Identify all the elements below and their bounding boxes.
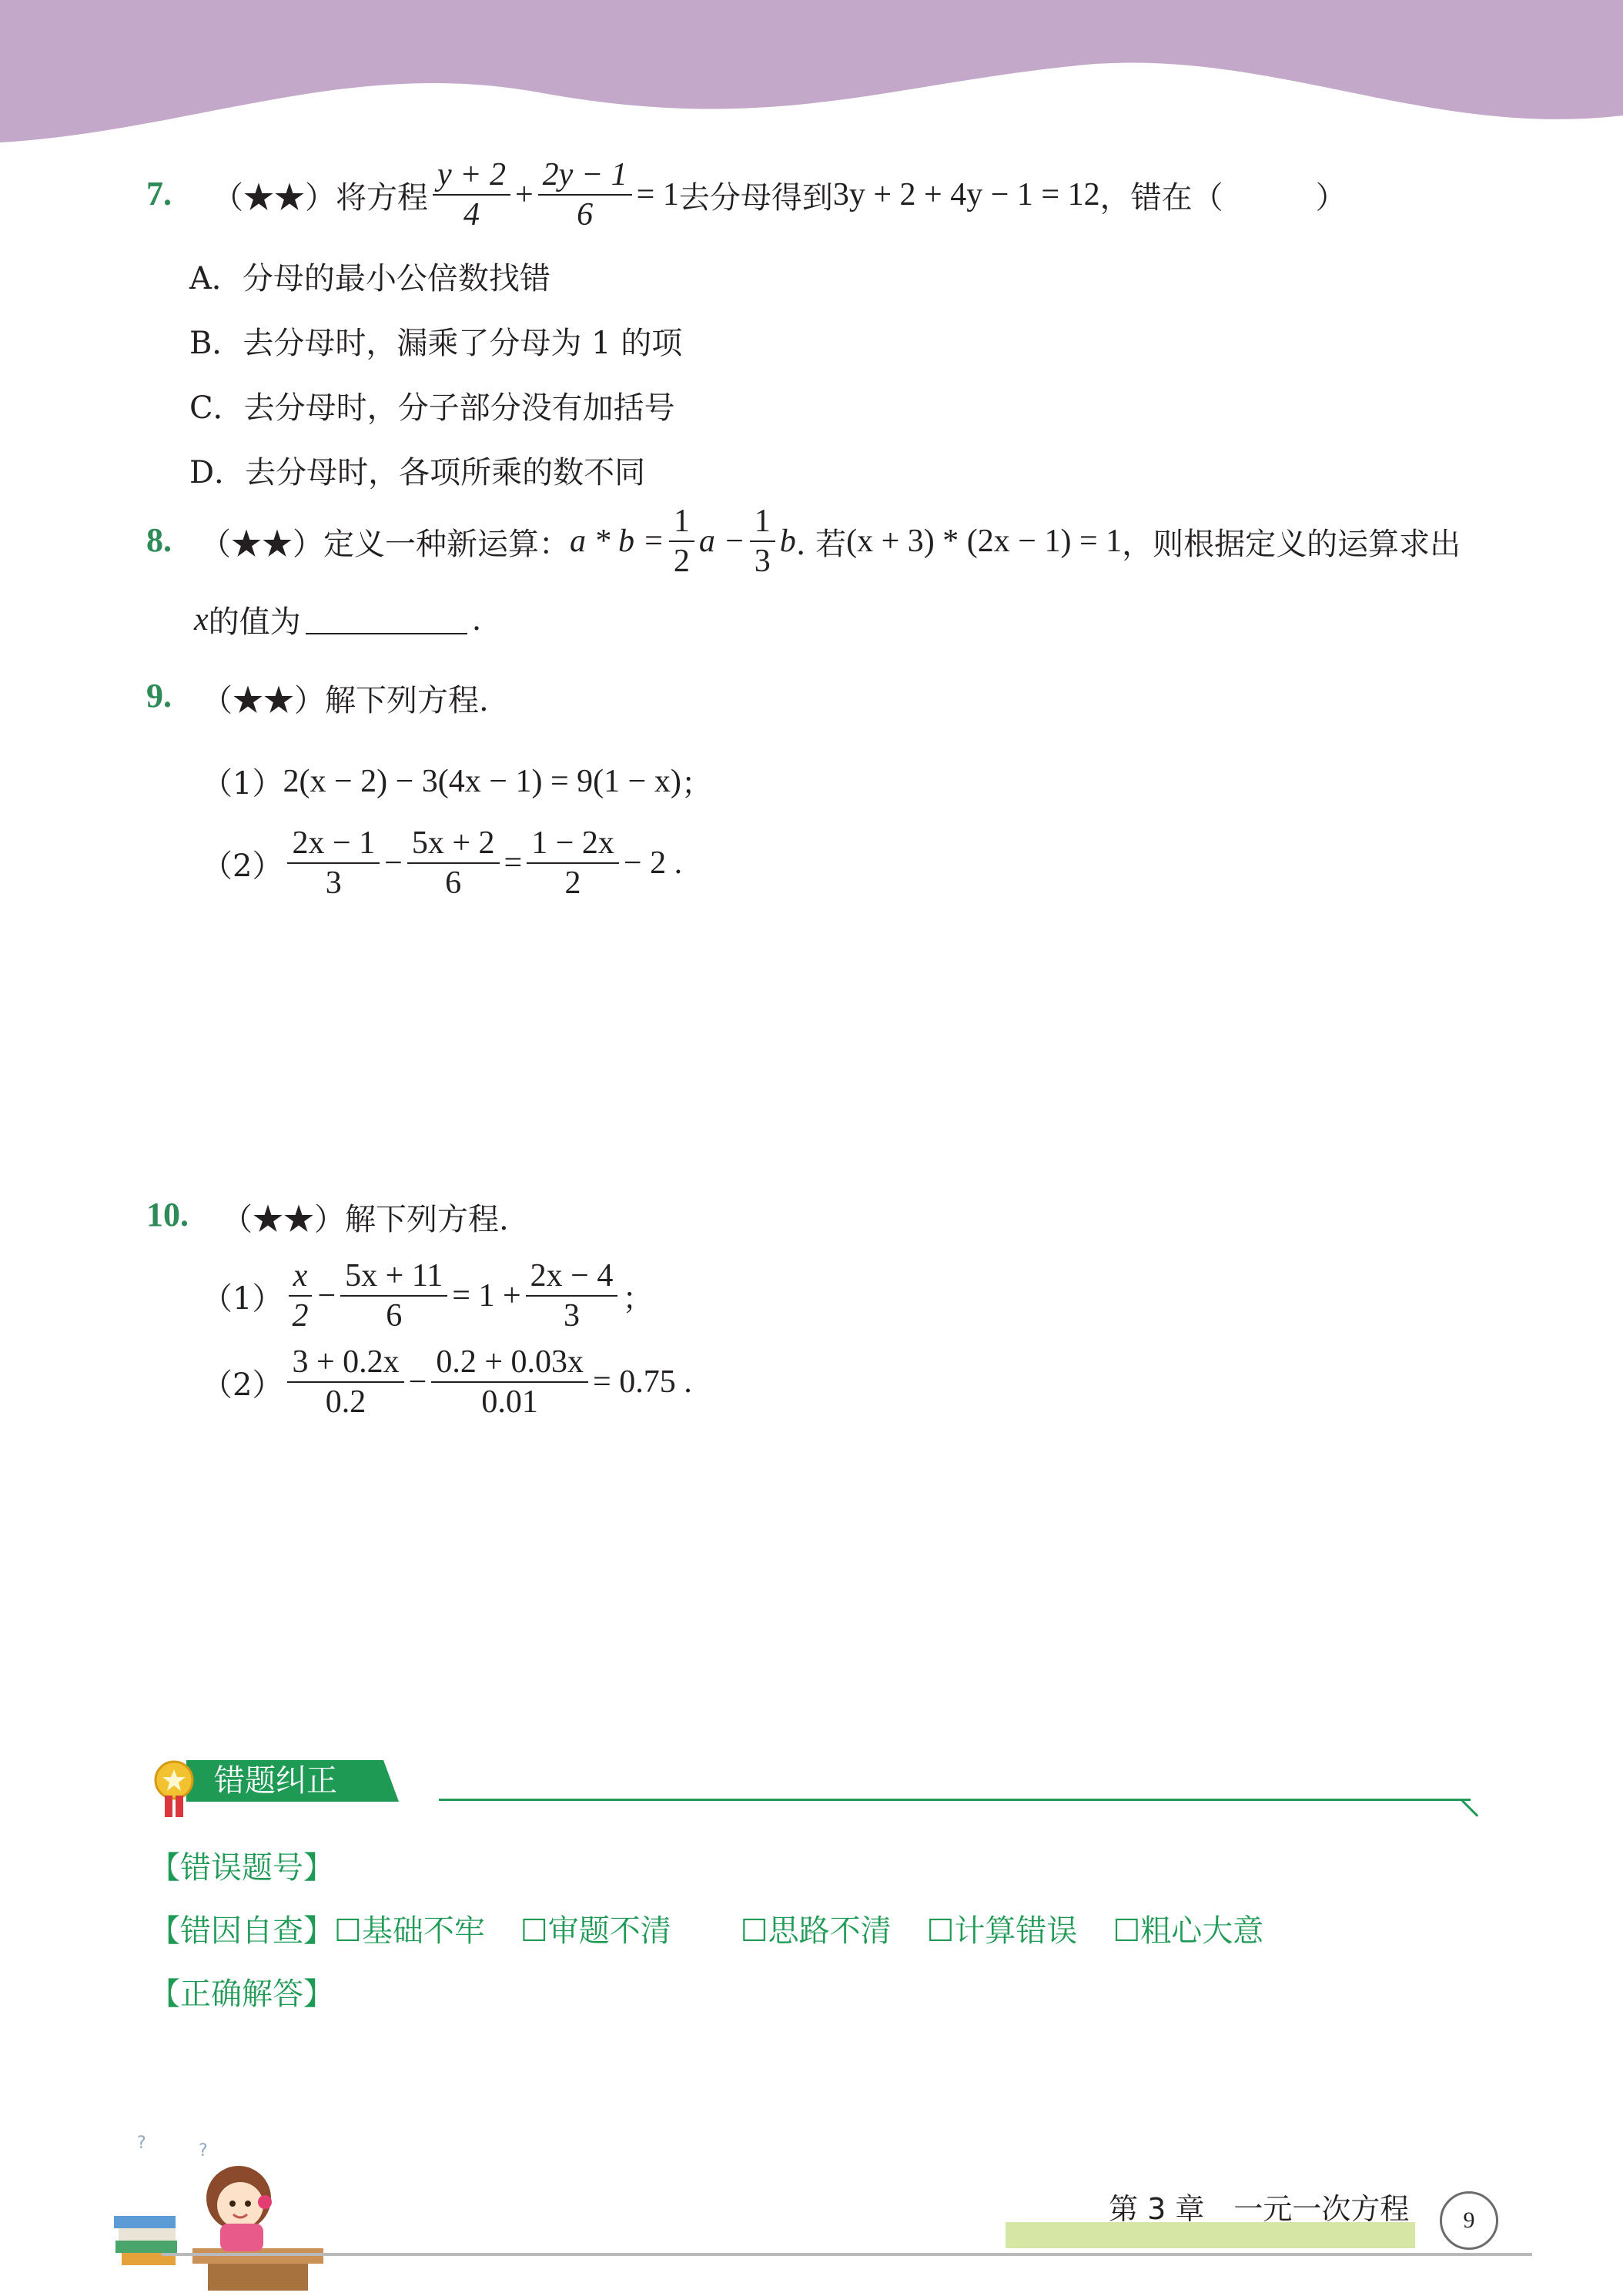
header-wave — [0, 0, 1623, 154]
question-10-number: 10. — [146, 1196, 189, 1233]
equation-tail: − 2 . — [623, 845, 683, 881]
correct-answer-label: 【正确解答】 — [149, 1976, 334, 2012]
equals: = — [504, 845, 523, 881]
wrong-question-label: 【错误题号】 — [149, 1850, 334, 1886]
cause-checkbox-careless[interactable]: ☐粗心大意 — [1113, 1913, 1264, 1949]
question-9-stem — [202, 676, 489, 720]
review-banner-label: 错题纠正 — [214, 1763, 337, 1799]
period: . — [471, 601, 482, 638]
girl-studying-illustration — [108, 2125, 331, 2291]
error-cause-label: 【错因自查】 — [149, 1913, 334, 1949]
question-8-text: 的值为 — [208, 604, 301, 640]
review-banner — [152, 1754, 407, 1823]
question-7-stem — [212, 156, 1347, 234]
question-7-number: 7. — [146, 175, 172, 213]
question-10-stem — [222, 1195, 509, 1239]
operator: + — [514, 177, 534, 213]
difficulty-stars: （★★） — [222, 1202, 345, 1237]
review-divider — [439, 1799, 1471, 1801]
fraction: $\frac{2x - 4}{3}$ — [526, 1257, 618, 1335]
cause-checkbox-reading[interactable]: ☐审题不清 — [520, 1913, 671, 1949]
equals: = 1 + — [452, 1278, 521, 1314]
question-10-part-1 — [202, 1257, 653, 1335]
question-8-line2 — [194, 597, 481, 641]
page-number: 9 — [1440, 2191, 1498, 2250]
fraction: $\frac{3 + 0.2x}{0.2}$ — [287, 1343, 403, 1421]
question-9-title: 解下列方程. — [325, 683, 489, 718]
error-cause-row — [149, 1906, 1299, 1950]
option-b: B．去分母时，漏乘了分母为 1 的项 — [189, 326, 683, 361]
question-8-number: 8. — [146, 521, 172, 559]
equation-result: 3y + 2 + 4y − 1 = 12 — [832, 177, 1100, 213]
chapter-title: 第 3 章 一元一次方程 — [1109, 2192, 1410, 2226]
svg-text:?: ? — [137, 2134, 146, 2153]
part-label: （1） — [202, 766, 283, 802]
answer-bracket: ，错在（ ） — [1099, 179, 1347, 216]
variable-x: x — [194, 601, 209, 638]
semicolon: ； — [622, 1280, 654, 1317]
cause-checkbox-foundation[interactable]: ☐基础不牢 — [334, 1913, 485, 1949]
operation-definition: a * b = — [570, 524, 664, 559]
question-9-part-2 — [202, 824, 682, 902]
operator: − — [384, 845, 403, 881]
option-c: C．去分母时，分子部分没有加括号 — [189, 390, 675, 426]
difficulty-stars: （★★） — [202, 683, 325, 718]
question-7-prefix: 将方程 — [336, 179, 428, 216]
option-a: A．分母的最小公倍数找错 — [189, 261, 550, 296]
fraction: $\frac{5x + 11}{6}$ — [340, 1257, 447, 1335]
review-divider-end — [1461, 1799, 1478, 1816]
question-9-part-1 — [202, 759, 712, 803]
cause-checkbox-calculation[interactable]: ☐计算错误 — [926, 1913, 1078, 1949]
question-8-stem — [200, 502, 1461, 581]
part-label: （2） — [202, 1367, 283, 1403]
equation-rhs: = 1 — [636, 177, 679, 213]
part-label: （2） — [202, 848, 283, 884]
fraction: $\frac{0.2 + 0.03x}{0.01}$ — [431, 1343, 588, 1421]
question-10-part-2 — [202, 1343, 692, 1421]
cause-checkbox-thinking[interactable]: ☐思路不清 — [740, 1913, 892, 1949]
footer-rule — [162, 2253, 1532, 2256]
answer-blank[interactable] — [306, 605, 467, 634]
fraction: $\frac{x}{2}$ — [287, 1257, 313, 1335]
fraction: $\frac{y + 2}{4}$ — [433, 156, 510, 234]
fraction: $\frac{5x + 2}{6}$ — [407, 824, 500, 902]
question-8-prefix: 定义一种新运算： — [323, 526, 570, 562]
question-9-number: 9. — [146, 677, 172, 715]
fraction: $\frac{1 - 2x}{2}$ — [527, 824, 619, 902]
semicolon: ； — [681, 766, 712, 802]
question-7-mid: 去分母得到 — [678, 179, 833, 216]
question-10-title: 解下列方程. — [345, 1202, 509, 1237]
operator: − — [317, 1278, 336, 1314]
difficulty-stars: （★★） — [200, 526, 323, 562]
equation-tail: = 0.75 . — [593, 1364, 692, 1400]
part-label: （1） — [202, 1280, 283, 1317]
fraction: $\frac{2y - 1}{6}$ — [538, 156, 632, 234]
question-8-suffix: ，则根据定义的运算求出 — [1122, 526, 1461, 562]
condition-equation: (x + 3) * (2x − 1) = 1 — [846, 524, 1123, 559]
term-b: b — [779, 524, 796, 559]
operator: − — [408, 1364, 427, 1400]
option-d: D．去分母时，各项所乘的数不同 — [189, 455, 646, 490]
fraction: $\frac{2x - 1}{3}$ — [287, 824, 380, 902]
svg-text:?: ? — [199, 2141, 208, 2160]
difficulty-stars: （★★） — [212, 179, 336, 216]
question-8-mid: . 若 — [795, 526, 847, 562]
term-a: a − — [698, 524, 745, 559]
fraction: $\frac{1}{2}$ — [669, 502, 694, 581]
fraction: $\frac{1}{3}$ — [750, 502, 775, 581]
equation: 2(x − 2) − 3(4x − 1) = 9(1 − x) — [283, 763, 681, 799]
